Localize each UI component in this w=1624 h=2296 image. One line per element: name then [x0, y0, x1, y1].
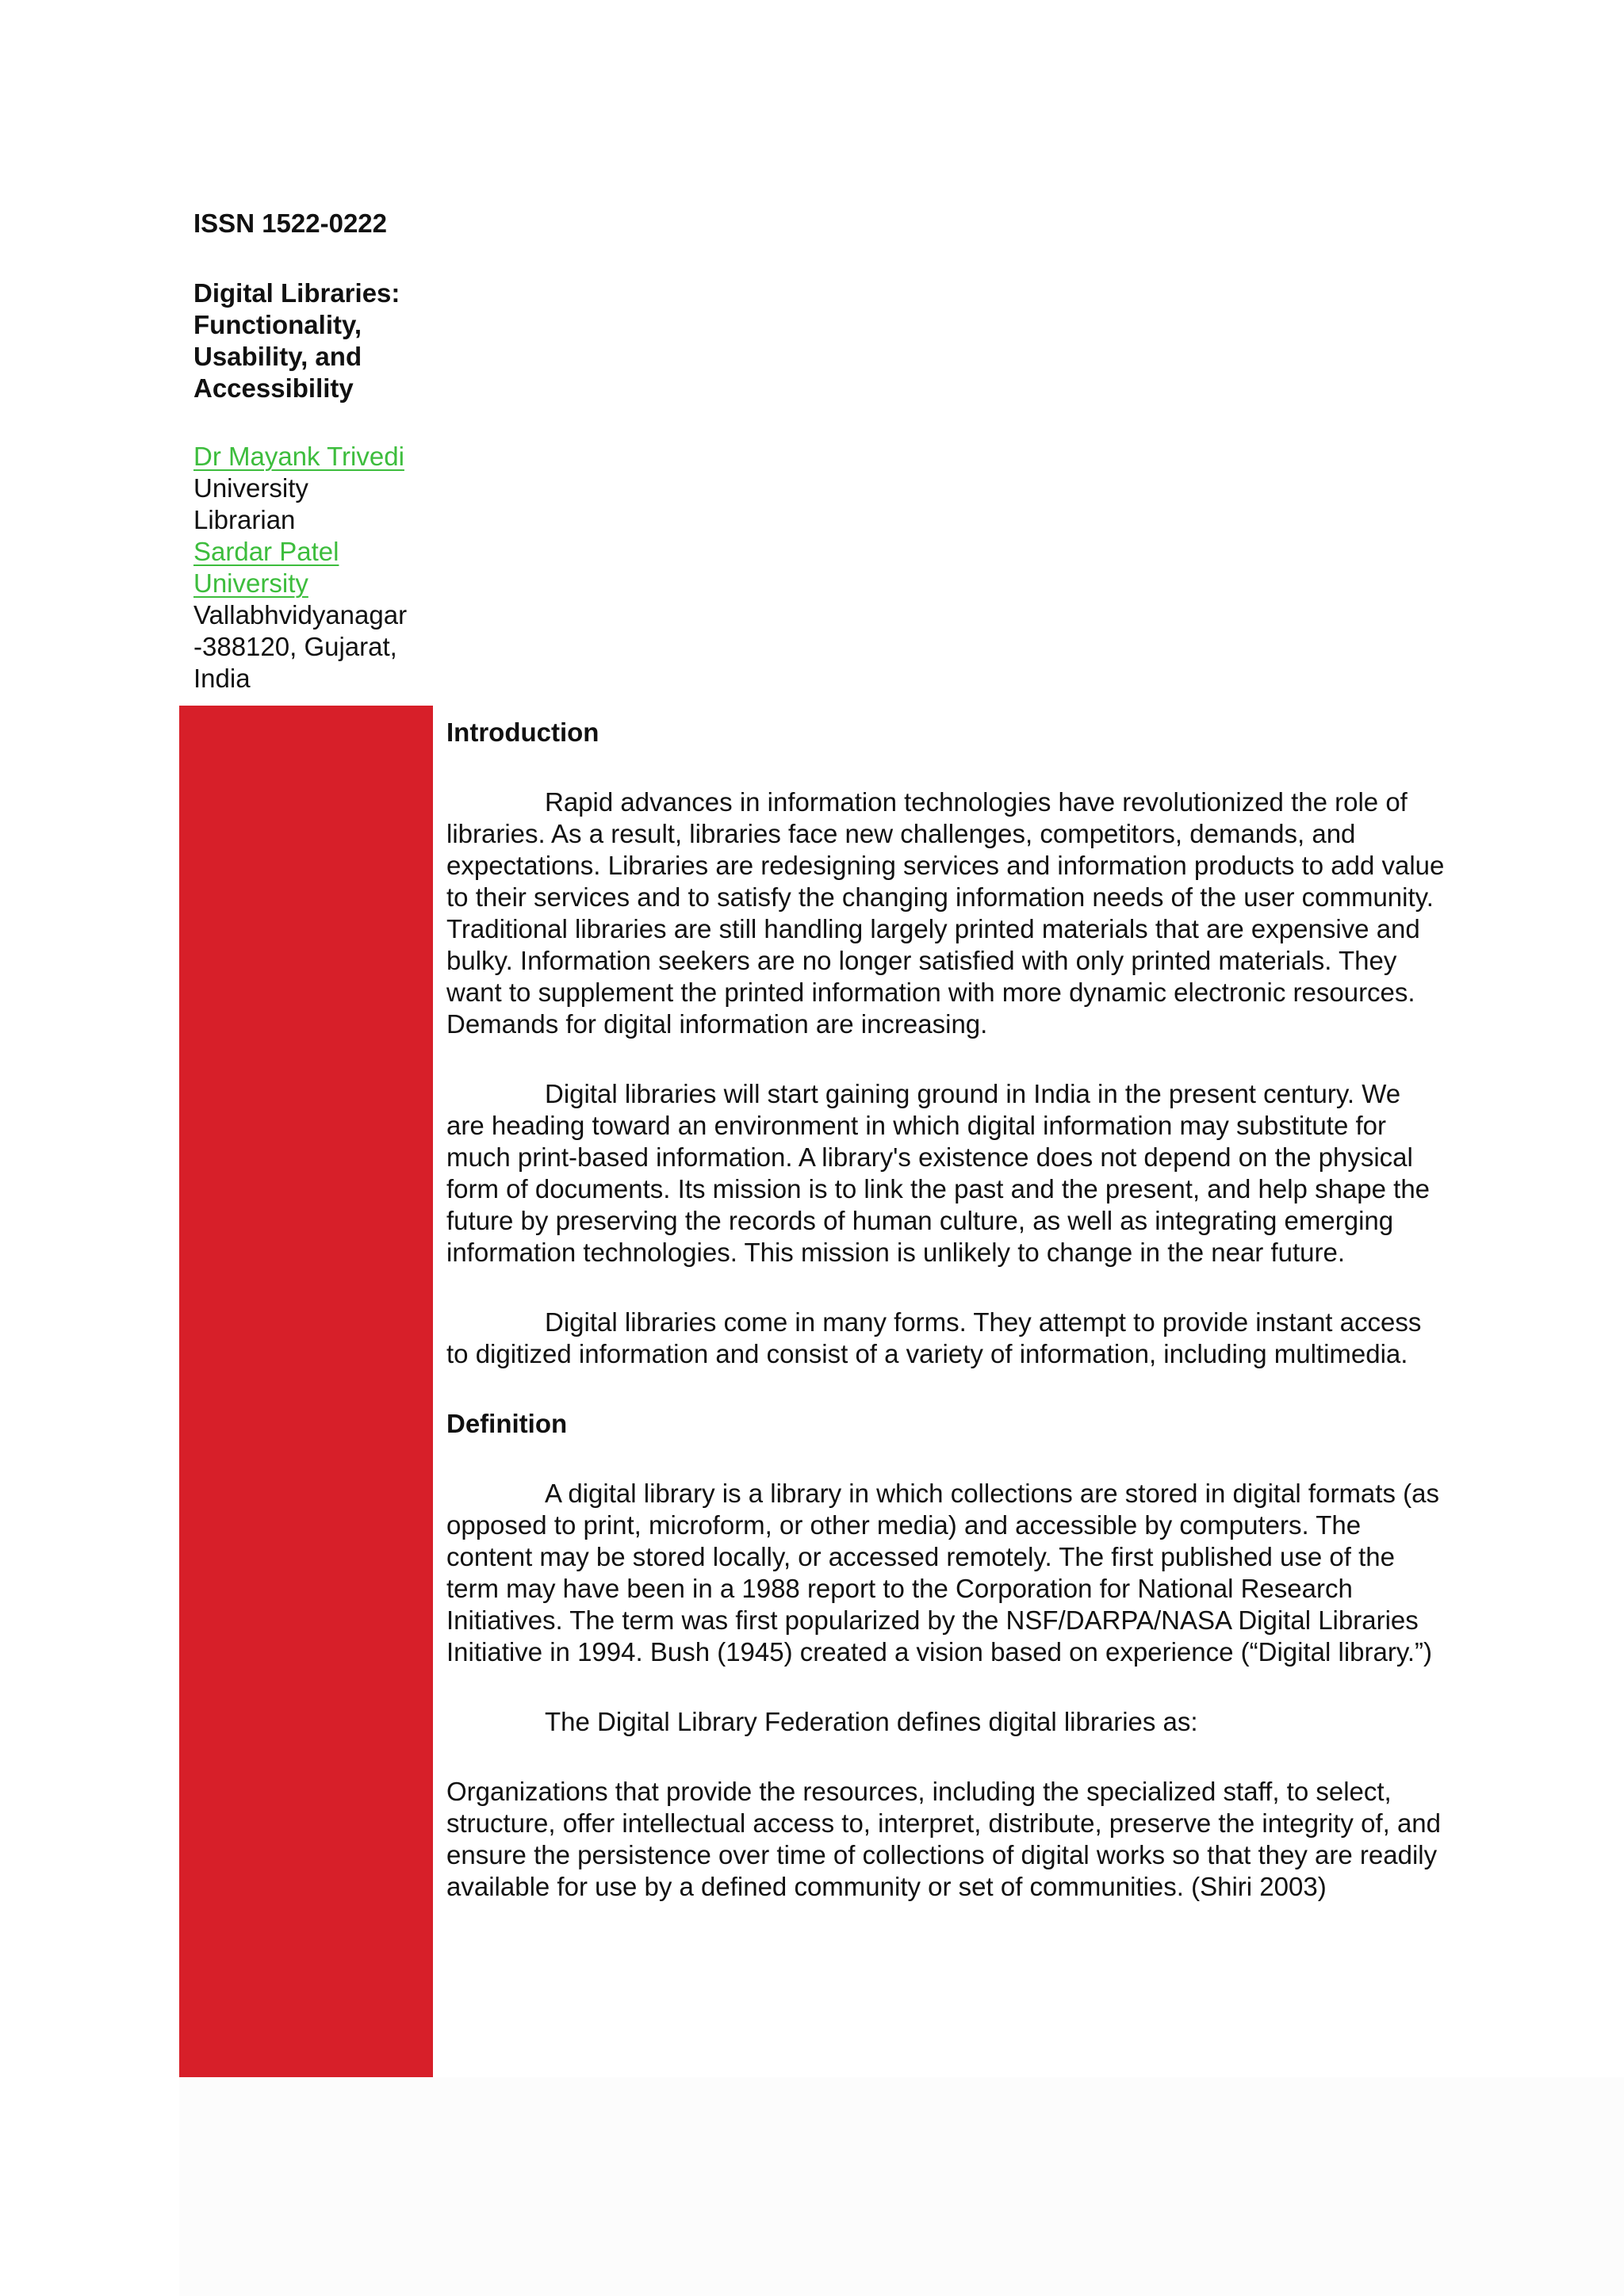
body-paragraph: A digital library is a library in which collections are stored in digital formats (as opposed to print, microform, or other media) and accessible by computers. The content may be stored locally, or accessed remotely. The first published use of the term may have been in a 1988 report to the Corporation for National Research Initiatives. The term was first popularized by the NSF/DARPA/NASA Digital Libraries Initiative in 1994. Bush (1945) created a vision based on experience (“Digital library.”): [446, 1479, 1439, 1667]
institution-link[interactable]: University: [193, 568, 308, 598]
definition-heading: Definition: [446, 1409, 568, 1438]
page-bottom-shade: [179, 2077, 1624, 2296]
address-line: Vallabhvidyanagar: [193, 600, 408, 629]
article-title-line: Accessibility: [193, 373, 354, 403]
body-paragraph: Digital libraries will start gaining ground in India in the present century. We are heading toward an environment in which digital information may substitute for much print-based information. A library's existence does not depend on the physical form of documents. Its mission is to link the past and the present, and help shape the future by preserving the records of human culture, as well as integrating emerging information technologies. This mission is unlikely to change in the near future.: [446, 1079, 1431, 1267]
author-block: [193, 441, 431, 695]
article-title-line: Functionality,: [193, 310, 362, 339]
author-name-link[interactable]: Dr Mayank Trivedi: [193, 442, 404, 471]
body-paragraph: Rapid advances in information technologies have revolutionized the role of libraries. As a result, libraries face new challenges, competitors, demands, and expectations. Libraries are redesigning services and information products to add value to their services and to satisfy the changing information needs of the user community. Traditional libraries are still handling largely printed materials that are expensive and bulky. Information seekers are no longer satisfied with only printed materials. They want to supplement the printed information with more dynamic electronic resources. Demands for digital information are increasing.: [446, 787, 1445, 1039]
issn-label: ISSN 1522-0222: [193, 209, 388, 238]
body-paragraph: The Digital Library Federation defines digital libraries as:: [545, 1707, 1198, 1736]
author-title-line: Librarian: [193, 505, 296, 534]
article-sidebar: [193, 208, 431, 695]
article-body: [446, 717, 1446, 1941]
article-title-line: Digital Libraries:: [193, 278, 400, 308]
definition-quote: Organizations that provide the resources, including the specialized staff, to select, structure, offer intellectual access to, interpret, distribute, preserve the integrity of, and ensure the persistence over time of collections of digital works so that they are readily available for use by a defined community or set of communities. (Shiri 2003): [446, 1777, 1442, 1901]
institution-link[interactable]: Sardar Patel: [193, 537, 339, 566]
author-title-line: University: [193, 473, 308, 503]
article-title-line: Usability, and: [193, 342, 362, 371]
address-line: -388120, Gujarat,: [193, 632, 397, 661]
address-line: India: [193, 664, 251, 693]
body-paragraph: Digital libraries come in many forms. They attempt to provide instant access to digitized information and consist of a variety of information, including multimedia.: [446, 1307, 1422, 1368]
article-title: [193, 277, 431, 404]
introduction-heading: Introduction: [446, 718, 599, 747]
red-accent-bar: [179, 706, 433, 2077]
